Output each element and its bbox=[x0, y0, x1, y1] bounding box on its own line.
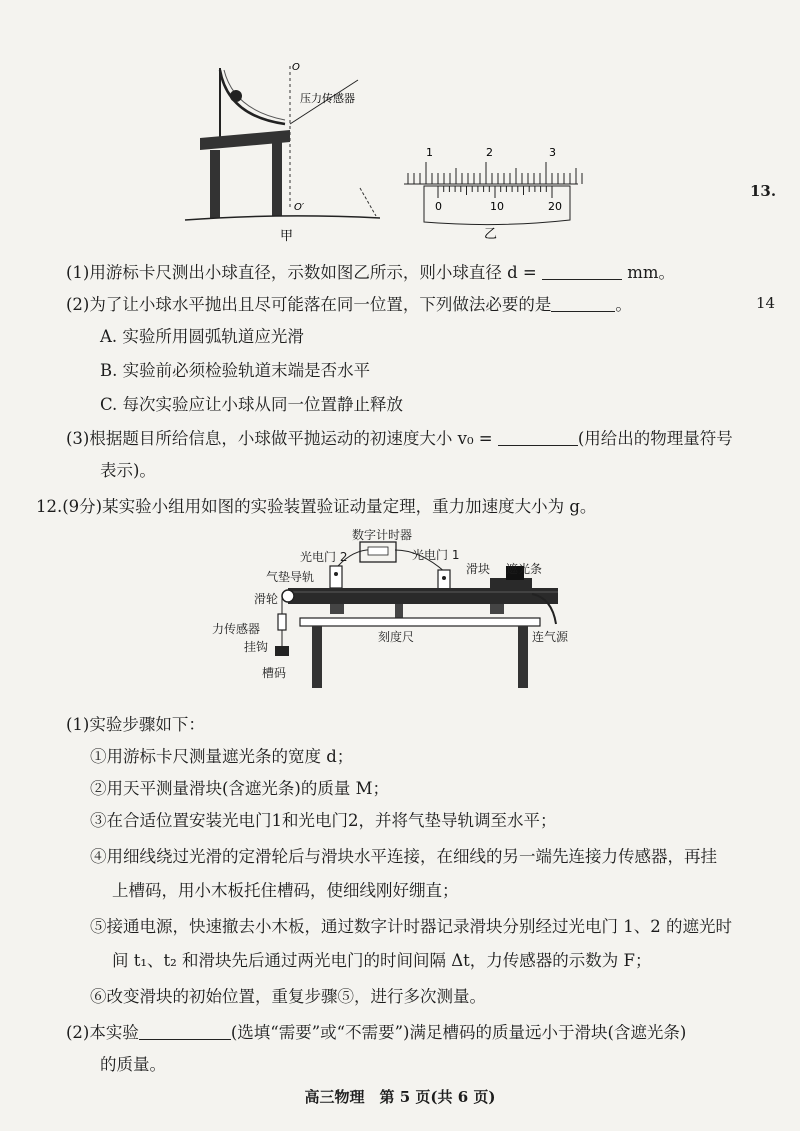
q12-part2: (2)本实验 (选填“需要”或“不需要”)满足槽码的质量远小于滑块(含遮光条) bbox=[66, 1023, 687, 1042]
side-mark-13: 13. bbox=[750, 182, 777, 200]
label-air-source: 连气源 bbox=[532, 630, 569, 644]
q12-heading: 12.(9分)某实验小组用如图的实验装置验证动量定理，重力加速度大小为 g。 bbox=[36, 497, 597, 516]
vernier-number-0: 0 bbox=[435, 200, 442, 213]
step-4b: 上槽码，用小木板托住槽码，使细线刚好绷直； bbox=[112, 881, 459, 900]
page-footer: 高三物理 第 5 页(共 6 页) bbox=[304, 1088, 496, 1106]
figure-jia-caption: 甲 bbox=[280, 229, 294, 243]
answer-blank-diameter[interactable] bbox=[542, 263, 622, 280]
figure-yi-caption: 乙 bbox=[484, 227, 498, 242]
weights bbox=[275, 646, 289, 656]
vernier-number-20: 20 bbox=[548, 200, 562, 213]
force-sensor bbox=[278, 614, 286, 630]
step-4a: ④用细线绕过光滑的定滑轮后与滑块水平连接，在细线的另一端先连接力传感器，再挂 bbox=[90, 847, 717, 866]
table bbox=[300, 618, 540, 626]
label-strip: 遮光条 bbox=[506, 562, 543, 576]
option-b: B. 实验前必须检验轨道末端是否水平 bbox=[100, 361, 371, 380]
answer-blank-velocity[interactable] bbox=[498, 429, 578, 446]
label-force-sensor: 力传感器 bbox=[212, 622, 261, 636]
label-hook: 挂钩 bbox=[244, 640, 269, 654]
q11-part3: (3)根据题目所给信息，小球做平抛运动的初速度大小 v₀ = (用给出的物理量符号 bbox=[66, 429, 733, 448]
step-5b: 间 t₁、t₂ 和滑块先后通过两光电门的时间间隔 Δt，力传感器的示数为 F； bbox=[112, 951, 652, 970]
option-a: A. 实验所用圆弧轨道应光滑 bbox=[100, 327, 304, 346]
q11-part3-cont: 表示)。 bbox=[100, 461, 156, 480]
main-number-2: 2 bbox=[486, 146, 493, 159]
label-gate2: 光电门 2 bbox=[300, 550, 348, 564]
pulley bbox=[282, 590, 294, 602]
photogate-2 bbox=[330, 566, 342, 588]
label-ruler: 刻度尺 bbox=[378, 630, 415, 644]
main-number-1: 1 bbox=[426, 146, 433, 159]
figure-jia bbox=[180, 58, 390, 243]
answer-blank-choice[interactable] bbox=[551, 295, 615, 312]
steps-title: (1)实验步骤如下： bbox=[66, 715, 205, 734]
vernier-number-10: 10 bbox=[490, 200, 504, 213]
q11-part2: (2)为了让小球水平抛出且尽可能落在同一位置，下列做法必要的是 。 bbox=[66, 295, 632, 314]
q12-part2-cont: 的质量。 bbox=[100, 1055, 166, 1074]
air-track bbox=[288, 588, 558, 604]
step-5a: ⑤接通电源，快速撤去小木板，通过数字计时器记录滑块分别经过光电门 1、2 的遮光时 bbox=[90, 917, 732, 936]
step-3: ③在合适位置安装光电门1和光电门2，并将气垫导轨调至水平； bbox=[90, 811, 557, 830]
figure-yi bbox=[398, 142, 588, 242]
answer-blank-need[interactable] bbox=[139, 1023, 231, 1040]
option-c: C. 每次实验应让小球从同一位置静止释放 bbox=[100, 395, 404, 414]
label-timer: 数字计时器 bbox=[352, 528, 413, 542]
pressure-sensor-label: 压力传感器 bbox=[300, 92, 355, 105]
label-weight: 槽码 bbox=[262, 666, 287, 680]
side-mark-14: 14 bbox=[756, 294, 776, 312]
label-track: 气垫导轨 bbox=[266, 570, 315, 584]
label-slider: 滑块 bbox=[466, 562, 491, 576]
step-2: ②用天平测量滑块(含遮光条)的质量 M； bbox=[90, 779, 390, 798]
label-gate1: 光电门 1 bbox=[412, 548, 460, 562]
label-o-prime: O′ bbox=[294, 202, 305, 213]
step-1: ①用游标卡尺测量遮光条的宽度 d； bbox=[90, 747, 354, 766]
label-pulley: 滑轮 bbox=[254, 592, 279, 606]
main-number-3: 3 bbox=[549, 146, 556, 159]
ball bbox=[230, 90, 242, 102]
apparatus-figure bbox=[200, 522, 580, 694]
step-6: ⑥改变滑块的初始位置，重复步骤⑤，进行多次测量。 bbox=[90, 987, 486, 1006]
label-o: O bbox=[292, 62, 300, 73]
q11-part1: (1)用游标卡尺测出小球直径，示数如图乙所示，则小球直径 d = mm。 bbox=[66, 263, 676, 282]
